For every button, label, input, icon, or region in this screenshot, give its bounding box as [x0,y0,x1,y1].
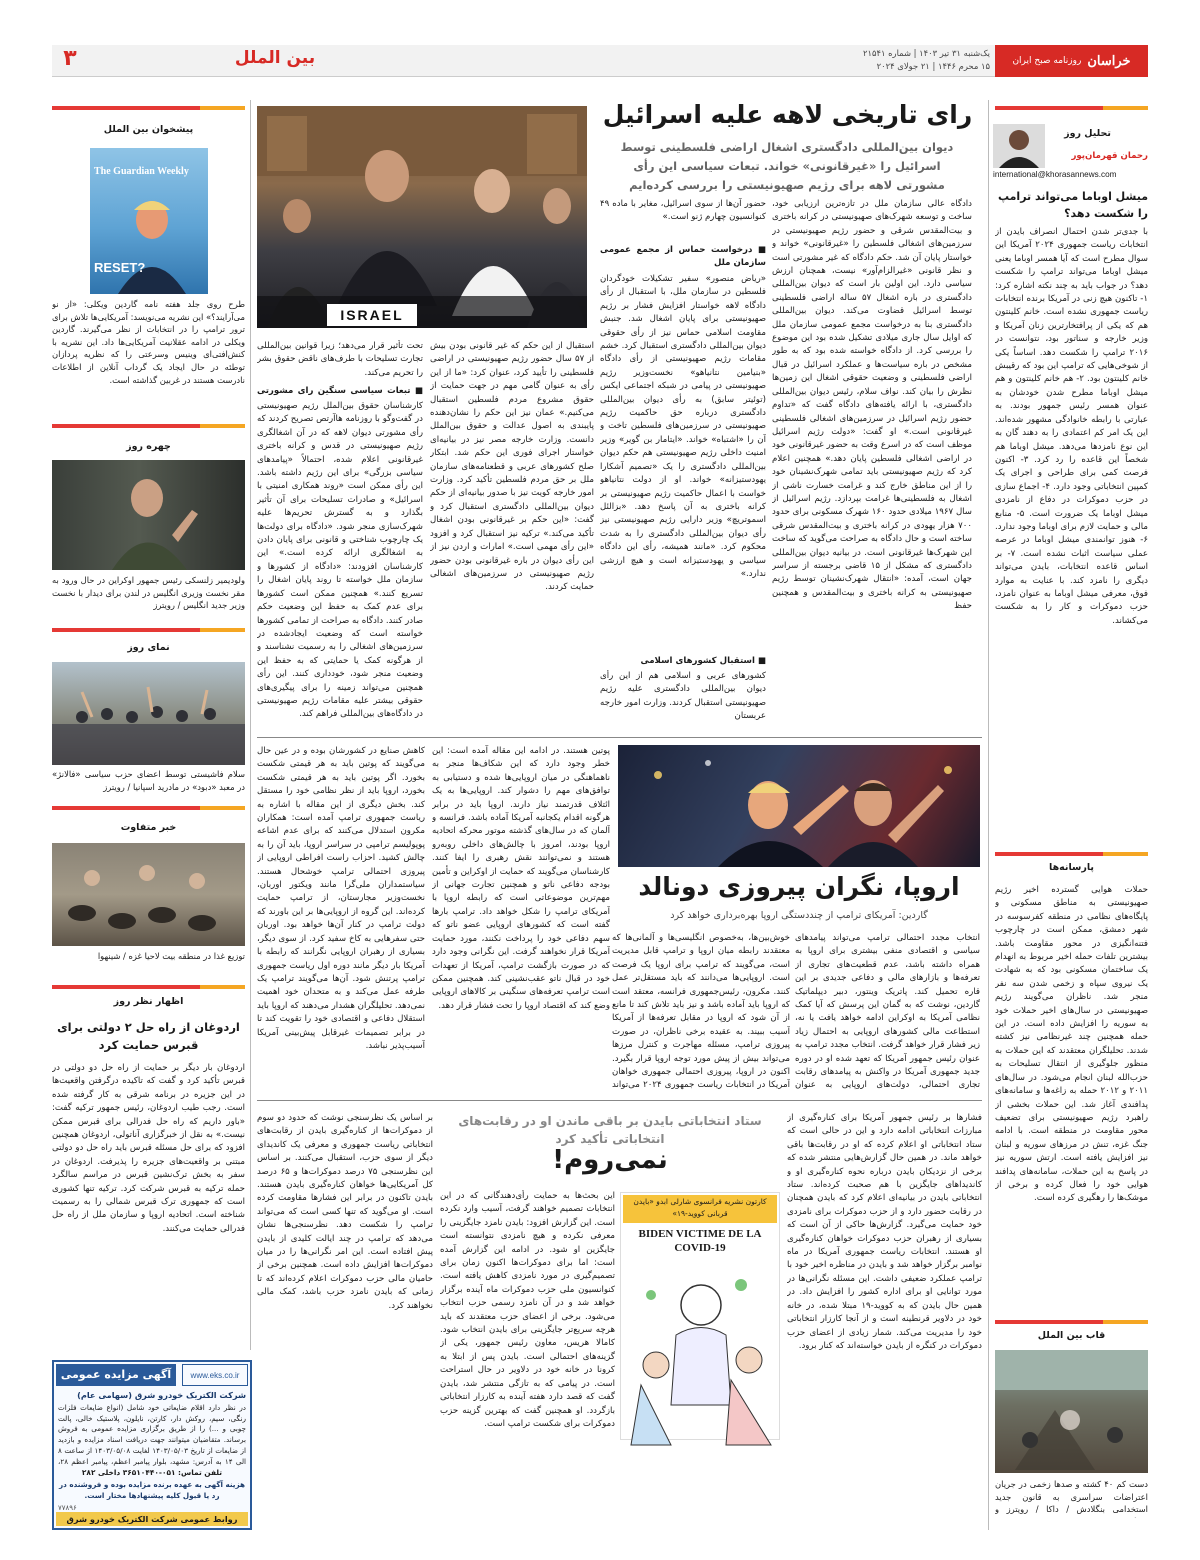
main-article-col4-body: کارشناسان حقوق بین‌الملل رژیم صهیونیستی در گفت‌وگو با روزنامه هاآرتص تصریح کردند که رأی مشورتی دیوان لاهه که در آن اشغالگری رژیم صهیونیستی در قدس و کرانه باختری غیرقانونی اعلام شده، احتمالاً «پیامدهای سیاسی بزرگی» برای این رژیم داشته باشد. این رأی ممکن است «روند همکاری امنیتی با اسرائیل» و صادرات تسلیحات برای آن تأثیر بگذارد و به گسترش تحریم‌ها علیه شهرک‌سازی منجر شود. «دادگاه برای دولت‌ها یک چارچوب شناختی و قانونی برای پایان دادن به اشغالگری ارائه کرده است.» این کارشناسان افزودند: «دادگاه از کشورها و سازمان ملل خواسته تا روند پایان اشغال را تسریع کنند.» همچنین ممکن است کشورها برای عدم کمک به حفظ این وضعیت حکم صادر کنند. دادگاه به صراحت از تمامی کشورها خواسته است که وضعیت ایجادشده در سرزمین‌های اشغالی را به رسمیت نشناسند و از هرگونه کمک یا حمایتی که به حفظ این وضعیت منجر شود، خودداری کنند. این رأی همچنین می‌تواند زمینه را برای پیگیری‌های حقوقی بیشتر علیه مقامات رژیم صهیونیستی در دادگاه‌های بین‌المللی فراهم کند. [257,401,423,720]
news-label: پارسانه‌ها [1049,862,1094,873]
trump-vance-photo [618,745,980,867]
divider [257,1100,982,1101]
main-article-col2-heading2: ■ استقبال کشورهای اسلامی [640,656,766,666]
column-rule [988,100,989,1530]
analysis-title: میشل اوباما می‌تواند ترامپ را شکست دهد؟ [997,190,1148,220]
magazine-name: The Guardian Weekly [94,166,189,177]
biden-col3: بر اساس یک نظرسنجی نوشت که حدود دو سوم از دموکرات‌ها از کناره‌گیری بایدن از رقابت‌های انتخاباتی ریاست جمهوری و معرفی یک کاندیدای دیگر از سوی حزب، استقبال می‌کنند. بر اساس این نظرسنجی ۷۵ درصد دموکرات‌ها و ۶۵ درصد کل آمریکایی‌ها خواهان کناره‌گیری بایدن هستند. بایدن تاکنون در برابر این فشارها مقاومت کرده است. او می‌گوید که تنها کسی است که می‌تواند ترامپ را شکست دهد. نظرسنجی‌ها نشان می‌دهد که ترامپ در چند ایالت کلیدی از بایدن پیش افتاده است. این امر نگرانی‌ها را در میان دموکرات‌ها افزایش داده است. همچنین برخی از حامیان مالی حزب دموکرات اعلام کرده‌اند که تا زمانی که بایدن نامزد حزب باشد، کمک مالی نخواهند کرد. [257,1113,433,1311]
section-bar [995,852,1148,856]
ad-code: ۷۷۸۹۶ [58,1504,77,1512]
section-title: بین الملل [234,48,316,68]
trump-figures [618,745,980,867]
main-article-col2-top: حضور آن‌ها از سوی اسرائیل، مغایر با ماده ۴۹ کنوانسیون چهارم ژنو است.» [600,199,766,223]
ad-phone: تلفن تماس: ۰۵۱-۳۶۵۱۰۴۴۰ داخلی ۲۸۲ [81,1468,223,1477]
scene-label: نمای روز [127,642,170,653]
ad-company: شرکت الکتریک خودرو شرق (سهامی عام) [77,1390,246,1400]
auction-ad [52,1360,252,1530]
zelensky-photo [52,460,245,570]
section-bar [995,106,1148,110]
cartoon-drawing [621,1255,779,1455]
author-email[interactable]: international@khorasannews.com [993,170,1117,179]
section-bar [52,628,245,632]
section-bar [52,106,245,110]
biden-col1: فشارها بر رئیس جمهور آمریکا برای کناره‌گیری از مبارزات انتخاباتی ادامه دارد و این در حالی است که ستاد انتخاباتی او اعلام کرده که او در رقابت‌ها باقی خواهد ماند. در همین حال گزارش‌هایی منتشر شده که برخی از نزدیکان بایدن درباره نحوه کناره‌گیری او و کاندیداهای جایگزین با هم صحبت کرده‌اند. ستاد انتخاباتی بایدن در بیانیه‌ای اعلام کرد که بایدن همچنان در رقابت حضور دارد و از حزب دموکرات برای نامزدی خود حمایت می‌گیرد. گزارش‌ها حاکی از آن است که بسیاری از رهبران حزب دموکرات خواهان کناره‌گیری او هستند. انتخابات ریاست جمهوری آمریکا در ماه نوامبر برگزار خواهد شد و بایدن در مناظره اخیر خود با ترامپ عملکرد ضعیفی داشت. این مسئله نگرانی‌ها در مورد توانایی او برای اداره کشور را افزایش داد. در همین حال بایدن که به کووید-۱۹ مبتلا شده، در خانه خود در دلاویر قرنطینه است و از آنجا کارزار انتخاباتی خود را مدیریت می‌کند. شمار زیادی از اعضای حزب دموکرات در کنگره از بایدن خواسته‌اند که کنار برود. [787,1113,982,1351]
scene-caption: سلام فاشیستی توسط اعضای حزب سیاسی «فالانژ» در معبد «دبود» در مادرید اسپانیا / رویترز [52,769,245,792]
issue-date-line2: ۱۵ محرم ۱۴۴۶ | ۲۱ جولای ۲۰۲۴ [876,61,990,71]
israel-placard: ISRAEL [327,304,417,326]
diff-caption: توزیع غذا در منطقه بیت لاحیا غزه / شینهوا [97,951,245,961]
ad-logo: www.eks.co.ir [182,1364,248,1386]
section-bar [52,424,245,428]
page-number: ۳ [63,46,77,71]
europe-subheadline: گاردین: آمریکای ترامپ از چنددستگی اروپا بهره‌برداری خواهد کرد [670,910,928,921]
ad-title: آگهی مزایده عمومی [56,1364,176,1386]
view-title: اردوغان از راه حل ۲ دولتی برای قبرس حمایت کرد [57,1020,240,1052]
face-caption: ولودیمیر زلنسکی رئیس جمهور اوکراین در حال ورود به مقر نخست وزیری انگلیس در لندن برای دیدار با نخست وزیر جدید انگلیس / رویترز [52,575,245,611]
europe-col4: کاهش صنایع در کشورشان بوده و در عین حال می‌گویند که پوتین باید به هر قیمتی شکست بخورد. اگر پوتین باید به هر قیمتی شکست بخورد، اروپا باید از نظر نظامی خود را مستقل کند. بخش دیگری از این مقاله با اشاره به ریاست جمهوری ترامپ آمده است: همکاران مکرون استدلال می‌کنند که برای عدم اشاعه پوپولیسم ترامپی در سراسر اروپا، باید آن را به چالش کشید. احزاب راست افراطی اروپایی از پیروزی احتمالی ترامپ خوشحال هستند. سیاستمداران ملی‌گرا مانند ویکتور اوربان، نخست‌وزیر مجارستان، از ترامپ حمایت کرده‌اند. این گروه از اروپایی‌ها بر این باورند که دولت ترامپ در کنار آن‌ها خواهد بود. اوربان حتی سفرهایی به کاخ سفید کرد. از سوی دیگر، بسیاری از رهبران اروپایی نگرانند که رابطه با آمریکا بار دیگر مانند دوره اول ریاست جمهوری ترامپ پرتنش شود. آن‌ها می‌گویند ترامپ یک طرفه عمل می‌کند و به متحدان خود اهمیت نمی‌دهد. تحلیلگران هشدار می‌دهند که اروپا باید استقلال دفاعی و اقتصادی خود را تقویت کند تا در برابر تصمیمات غیرقابل پیش‌بینی آمریکا آسیب‌پذیر نباشد. [257,746,425,1051]
main-article-col1: دادگاه عالی سازمان ملل در تازه‌ترین ارزیابی خود، ساخت و توسعه شهرک‌های صهیونیستی در کرانه باختری و بیت‌المقدس شرقی و حضور رژیم صهیونیستی در سرزمین‌های اشغالی فلسطین را «غیرقانونی» خواند و خواستار پایان آن شد. حکم دادگاه که غیر مشورتی است و نظر قانونی «غیرالزام‌آور» نیست، همچنان ارزش سیاسی دارد. این اولین بار است که دیوان بین‌المللی دادگستری در باره اشغال ۵۷ ساله اراضی فلسطینی توسط اسرائیل قضاوت می‌کند. دیوان بین‌المللی دادگستری بنا به درخواست مجمع عمومی سازمان ملل که اوایل سال جاری میلادی تشکیل شده بود این موضوع را بررسی کرد. از دادگاه خواسته شده بود که به طور مشخص در باره سیاست‌ها و عملکرد اسرائیل در قبال اراضی فلسطینی و وضعیت حقوقی اشغال این زمین‌ها نظرش را بیان کند. نواف سلام، رئیس دیوان بین‌المللی دادگستری، با ارائه یافته‌های دادگاه گفت که «تداوم حضور رژیم اسرائیل در سرزمین‌های اشغالی فلسطینی غیرقانونی است.» او گفت: «دولت رژیم اسرائیل موظف است که در اسرع وقت به حضور غیرقانونی خود در اراضی اشغالی فلسطین پایان دهد.» همچنین اعلام کرد که رژیم صهیونیستی باید تمامی شهرک‌نشینان خود را از این مناطق خارج کند و غرامت خسارت ناشی از اشغال به فلسطینی‌ها غرامت بپردازد. رژیم اسرائیل از سال ۱۹۶۷ میلادی حدود ۱۶۰ شهرک مسکونی برای حدود ۷۰۰ هزار یهودی در کرانه باختری و بیت‌المقدس شرقی ساخته است و حال دادگاه به صراحت می‌گوید که ساخت این شهرک‌ها غیرقانونی است. در بیانیه دیوان بین‌المللی دادگستری که مشکل از ۱۵ قاضی برجسته از سراسر جهان است، آمده: «انتقال شهرک‌نشینان توسط رژیم صهیونیستی به کرانه باختری و بیت‌المقدس و همچنین حفظ [772,199,972,612]
bangladesh-protest-photo [995,1350,1148,1473]
main-article-col2-heading1: ■ درخواست حماس از مجمع عمومی سازمان ملل [600,245,766,269]
analysis-label: تحلیل روز [1064,128,1111,139]
europe-col2: خوش‌بین‌ها، به‌خصوص انگلیسی‌ها و آلمانی‌ها که معتقدند رابطه میان اروپا و ترامپ قابل مدیریت است، می‌گویند که ترامپ برای اروپا یک فرصت است. اروپایی‌ها می‌دانند که باید مستقل‌تر عمل کنند. مکرون، رئیس‌جمهوری فرانسه، معتقد است که اروپا باید آماده باشد و نیز باید تلاش کند تا مانع از آن شود که اروپا در مقابل تعرفه‌ها از آمریکا آسیب ببیند. به عقیده برخی ناظران، در صورت پیروزی ترامپ، مسئله مهاجرت و کنترل مرزها می‌تواند بیش از پیش مورد توجه اروپا قرار بگیرد. اکنون در اروپا، پیروزی احتمالی جمهوری خواهان آمریکا در انتخابات ریاست جمهوری ۲۰۲۴ می‌تواند [612,933,790,1091]
view-label: اظهار نظر روز [113,996,184,1007]
analysis-body: با جدی‌تر شدن احتمال انصراف بایدن از انتخابات ریاست جمهوری ۲۰۲۴ آمریکا این سوال مطرح است که آیا همسر اوباما یعنی میشل اوباما می‌تواند ترامپ را شکست دهد؟ در جواب باید به چند نکته اشاره کرد: ۱- تاکنون هیچ زنی در آمریکا برنده انتخابات ریاست جمهوری نشده است. خانم کلینتون هم که یکی از پرافتخارترین زنان آمریکا و وزیر خارجه و سناتور بود، نتوانست در ۲۰۱۶ ترامپ را شکست دهد. اساساً یکی از شوخی‌هایی که ترامپ این بود که رقیبش خانم کلینتون بود. ۲- هم خانم کلینتون و هم میشل اوباما مطرح شدن خودشان به عنوان همسر رئیس جمهور بودند. به عبارتی با رابطه خانوادگی مشهور شده‌اند. این یک امر کم اعتمادی را به دهند گان به این نوع نامزدها می‌دهد. میشل اوباما هم شخصاً این قاعده را رد کرد. ۳- اکنون فرصت کمی برای طراحی و اجرای یک کمپین انتخاباتی وجود دارد. ۴- اجماع سازی در حزب دموکرات در دفاع از نامزدی میشل اوباما یک ضرورت است. ۵- منابع مالی و حمایت لازم برای اوباما وجود ندارد. ۶- هنوز توانمندی میشل اوباما در عرصه عملی سیاست اثبات نشده است. ۷- بر اساس قاعده انتخابات، بایدن می‌تواند دیگری را نامزد کند. با عنایت به موارد فوق، معرفی میشل اوباما به عنوان نامزد، حزب دموکرات و کار را به شکست می‌کشاند. [995,227,1148,626]
magazine-cover-headline: RESET? [94,260,146,275]
qab-label: قاب بین الملل [1037,1330,1106,1341]
guardian-weekly-cover [90,148,208,294]
main-article-col4-top: تحت تأثیر قرار می‌دهد؛ زیرا قوانین بین‌المللی تجارت تسلیحات با طرف‌های ناقض حقوق بشر را تحریم می‌کند. [257,341,423,378]
newspaper-tagline: روزنامه صبح ایران [1012,56,1082,66]
ad-body: در نظر دارد اقلام ضایعاتی خود شامل (انواع ضایعات فلزات رنگی، سیم، روکش دار، کارتن، نایلون، پلاستیک خالی، پالت چوبی و ...) را از طریق برگزاری مزایده عمومی به فروش برساند. متقاضیان میتوانند جهت دریافت اسناد مزایده و بازدید از ضایعات از تاریخ ۱۴۰۳/۰۵/۰۳ لغایت ۱۴۰۳/۰۵/۰۸ از ساعت ۸ الی ۱۴ به آدرس: مشهد، بلوار پیامبر اعظم، پیامبر اعظم ۲۸، [58,1403,246,1466]
column-rule [250,100,251,1350]
gaza-food-photo [52,843,245,946]
main-headline: رای تاریخی لاهه علیه اسرائیل [602,100,973,129]
author-photo [993,124,1045,168]
news-body: حملات هوایی گسترده اخیر رژیم صهیونیستی به مناطق مسکونی و پایگاه‌های نظامی در منطقه کفرسوسه در شهر دمشق، ممکن است در چارچوب فتنه‌انگیزی در محور مقاومت باشد. بیشترین تلفات حمله اخیر مربوط به انهدام یک ساختمان مسکونی بود که به شهادت یک نیروی سپاه و زخمی شدن سه نفر منجر شد. ناظران می‌گویند رژیم صهیونیستی در سال‌های اخیر حملات خود به سوریه را افزایش داده است. در این حمله همچنین چند غیرنظامی نیز کشته شدند. تحلیلگران معتقدند که این حملات به منظور جلوگیری از انتقال تسلیحات به حزب‌الله لبنان انجام می‌شود. در سال‌های ۲۰۱۱ و ۲۰۱۲ حمله به زاغه‌ها و سامانه‌های پدافندی آغاز شد. این حملات بخشی از راهبرد رژیم صهیونیستی برای تضعیف محور مقاومت در منطقه است. با ادامه جنگ غزه، تنش در مرزهای سوریه و لبنان نیز افزایش یافته است. ارتش سوریه نیز در پاسخ به این حملات، سامانه‌های پدافند هوایی خود را فعال کرده و برخی از موشک‌ها را رهگیری کرده است. [995,885,1148,1204]
face-label: چهره روز [126,441,171,452]
main-article-col4-heading: ■ تبعات سیاسی سنگین رای مشورتی [257,386,423,396]
cover-label: پیشخوان بین الملل [103,124,194,135]
view-body: اردوغان بار دیگر بر حمایت از راه حل دو دولتی در قبرس تأکید کرد و گفت که تاکیده درگرفتن واقعیت‌ها در این جزیره در برنامه شرقی به کار گرفته شده است. رجب طیب اردوغان، رئیس جمهور ترکیه گفت: «باور داریم که راه حل فدرالی برای قبرس ممکن نیست.» به نقل از خبرگزاری آناتولی، اردوغان همچنین افزود که برای حل مسئله قبرس باید راه حل دو دولتی مبتنی بر واقعیت‌های جزیره را پذیرفت. اردوغان در سفر به بخش ترک‌نشین قبرس در مراسم سالگرد حمله ترکیه به قبرس شرکت کرد. ترکیه تنها کشوری است که جمهوری ترک قبرس شمالی را به رسمیت شناخته است. اتحادیه اروپا و سازمان ملل از راه حل فدرالی حمایت می‌کنند. [52,1063,245,1234]
courtroom-figures [257,106,587,328]
main-article-col2-body: «ریاض منصور» سفیر تشکیلات خودگردان فلسطین در سازمان ملل، با استقبال از رأی دادگاه لاهه خواستار افزایش فشار بر رژیم صهیونیستی برای پایان اشغال شد. جنبش مقاومت اسلامی حماس نیز از رأی حقوقی دیوان بین‌المللی دادگستری استقبال کرد. خشم مقامات رژیم صهیونیستی از رأی دادگاه «بنیامین نتانیاهو» نخست‌وزیر رژیم صهیونیستی در پیامی در شبکه اجتماعی ایکس (توئیتر سابق) به رأی دیوان بین‌المللی دادگستری درباره حق حاکمیت رژیم صهیونیستی در سرزمین‌های فلسطین تاخت و آن را «اشتباه» خواند. «ایتامار بن گویر» وزیر امنیت داخلی رژیم صهیونیستی هم حکم دیوان بین‌المللی دادگستری را یک «تصمیم آشکارا یهودستیزانه» خواند. او از دولت نتانیاهو خواست با اعمال حاکمیت رژیم صهیونیستی بر کرانه باختری به آن پاسخ دهد. «بزالئل اسموتریچ» وزیر دارایی رژیم صهیونیستی نیز رأی دیوان بین‌المللی دادگستری را به شدت محکوم کرد. «مانند همیشه، رأی این دادگاه سیاسی و یهودستیزانه است و هیچ ارزشی ندارد.» [600,274,766,579]
section-bar [995,1320,1148,1324]
falange-photo [52,662,245,765]
cartoon-title: BIDEN VICTIME DE LA COVID-19 [638,1228,762,1254]
cartoon-box [620,1192,780,1440]
ad-footer: روابط عمومی شرکت الکتریک خودرو شرق [56,1512,248,1526]
ad-fee: هزینه آگهی به عهده برنده مزایده بوده و فروشنده در رد یا قبول کلیه پیشنهادها مختار است. [59,1480,245,1500]
biden-headline: نمی‌روم! [552,1145,668,1175]
masthead-logo [995,45,1148,77]
main-subheadline: دیوان بین‌المللی دادگستری اشغال اراضی فلسطینی توسط اسرائیل را «غیرقانونی» خواند. تبعات سیاسی این رأی مشورتی لاهه برای رژیم صهیونیستی را بررسی کرده‌ایم [620,140,954,192]
biden-headline-top: ستاد انتخاباتی بایدن بر باقی ماندن او در رقابت‌های انتخاباتی تأکید کرد [458,1114,762,1146]
biden-col2: این بحث‌ها به حمایت رأی‌دهندگانی که در این انتخابات تصمیم خواهند گرفت، آسیب وارد نکرده است. این گزارش افزود: بایدن نامزد جایگزینی را معرفی نکرده و هیچ نامزدی نتوانسته است جایگزین او شود. در ادامه این گزارش آمده است: اما برای دموکرات‌ها اکنون زمان برای تصمیم‌گیری در مورد نامزدی کاهش یافته است. کنوانسیون ملی حزب دموکرات ماه آینده برگزار خواهد شد و در آن نامزد رسمی حزب انتخاب می‌شود. برخی از اعضای حزب معتقدند که باید هرچه سریع‌تر جایگزینی برای بایدن انتخاب شود. کامالا هریس، معاون رئیس جمهور، یکی از گزینه‌های احتمالی است. بایدن پس از ابتلا به کرونا در خانه خود در دلاویر در حال استراحت است. در پیامی که به تازگی منتشر شد، بایدن گفت که قصد دارد هفته آینده به کارزار انتخاباتی بازگردد. او همچنین گفت که بهترین گزینه حزب دموکرات برای شکست ترامپ است. [440,1191,615,1429]
section-bar [52,806,245,810]
europe-col3: پوتین هستند. در ادامه این مقاله آمده است: این خطر وجود دارد که این شکاف‌ها منجر به ناهماهنگی در میان اروپایی‌ها شده و دستیابی به توافق‌های مهم را دشوار کند. اروپایی‌ها به یک ائتلاف قدرتمند نیاز دارند. اروپا باید در برابر هرگونه اقدام یکجانبه آمریکا آماده باشد. فرانسه و آلمان که در سال‌های گذشته موتور محرکه اتحادیه اروپا بودند، امروز با چالش‌های داخلی روبه‌رو هستند و نمی‌توانند نقش رهبری را ایفا کنند. کارشناسان می‌گویند که حمایت از اوکراین و تأمین بودجه دفاعی ناتو و همچنین تجارت جهانی از مهم‌ترین موضوعاتی است که رابطه اروپا با آمریکای ترامپ را شکل خواهد داد. ترامپ بارها گفته است که کشورهای اروپایی عضو ناتو که سهم دفاعی خود را پرداخت نکنند، مورد حمایت آمریکا قرار نخواهند گرفت. این نگرانی وجود دارد که در صورت بازگشت ترامپ، آمریکا از تعهدات خود در قبال ناتو عقب‌نشینی کند. همچنین ممکن است ترامپ تعرفه‌های سنگینی بر کالاهای اروپایی وضع کند که اقتصاد اروپا را تحت فشار قرار دهد. [432,746,610,1011]
icj-courtroom-photo [257,106,587,328]
section-bar [52,985,245,989]
author-name: رحمان قهرمان‌پور [1071,151,1148,161]
europe-col1: انتخاب مجدد احتمالی ترامپ می‌تواند پیامدهای سیاسی و اقتصادی منفی بیشتری برای اروپا به همراه داشته باشد، عدم قطعیت‌های تجاری از تعرفه‌ها و بازارهای مالی و دفاعی جدیدی بر این قاره تحمیل کند. پاتریک وینتور، دبیر دیپلماتیک گاردین، نوشت که به گمان این پرسش که آیا کمک نظامی آمریکا به اوکراین ادامه خواهد یافت یا نه، استطاعت مالی کشورهای اروپایی به احتمال زیاد زیر فشار قرار خواهد گرفت. انتخاب مجدد ترامپ به عنوان رئیس جمهور آمریکا که تعهد شده او در دوره جدید جمهوری آمریکا در واکنش به پیامدهای رقابت تجاری احتمالی، دولت‌های اروپایی به عنوان [795,933,980,1091]
divider [257,737,982,738]
main-article-col2-body2: کشورهای عربی و اسلامی هم از این رأی دیوان بین‌المللی دادگستری علیه رژیم صهیونیستی استقبال کردند. وزارت امور خارجه عربستان [600,671,766,722]
issue-date-line1: یک‌شنبه ۳۱ تیر ۱۴۰۳ | شماره ۲۱۵۴۱ [862,48,990,58]
newspaper-name: خراسان [1087,53,1131,69]
qab-caption: دست کم ۴۰ کشته و صدها زخمی در جریان اعتراضات سراسری به قانون جدید استخدامی بنگلادش / داکا / رویترز و [995,1479,1148,1515]
cover-caption: طرح روی جلد هفته نامه گاردین ویکلی: «از نو می‌آرایند؟» این نشریه می‌نویسد: آمریکایی‌ها تلاش برای ترور ترامپ را در انتخابات از نظر می‌گیرند. گاردین ویکلی در ادامه عقلانیت آمریکایی‌ها داد. این نشریه با کنش‌افتی‌ای وینیس وسرعتی را که نظریه پردازان توطئه در حال ایجاد یک گرداب آنلاین از اطلاعات نادرست هستند در غربین گذاشته است. [52,299,245,385]
europe-headline: اروپا، نگران پیروزی دونالد [638,872,960,901]
cartoon-caption: کارتون نشریه فرانسوی شارلی ابدو «بایدن قربانی کووید-۱۹» [623,1195,777,1223]
main-article-col3: استقبال از این حکم که غیر قانونی بودن بیش از ۵۷ سال حضور رژیم صهیونیستی در اراضی فلسطینی را تأیید کرد، عنوان کرد: «ما از این رأی به عنوان گامی مهم در جهت حمایت از حقوق مشروع مردم فلسطین استقبال می‌کنیم.» عمان نیز این حکم را نشان‌دهنده پایبندی به اصول عدالت و حقوق بین‌الملل دانست. وزارت خارجه مصر نیز در بیانیه‌ای خواستار اجرای فوری این حکم شد. ابتکار صلح کشورهای عربی و قطعنامه‌های سازمان ملل بر حق مردم فلسطین تأکید کرد. وزارت امور خارجه کویت نیز با صدور بیانیه‌ای از حکم دیوان بین‌المللی دادگستری استقبال کرد و گفت: «این حکم بر غیرقانونی بودن اشغال تأکید می‌کند.» ترکیه نیز استقبال کرد و افزود «این رأی مهمی است.» امارات و اردن نیز از این رأی دیوان در باره غیرقانونی بودن حضور رژیم صهیونیستی در سرزمین‌های اشغالی حمایت کردند. [430,341,594,593]
diff-label: خبر متفاوت [120,822,177,833]
